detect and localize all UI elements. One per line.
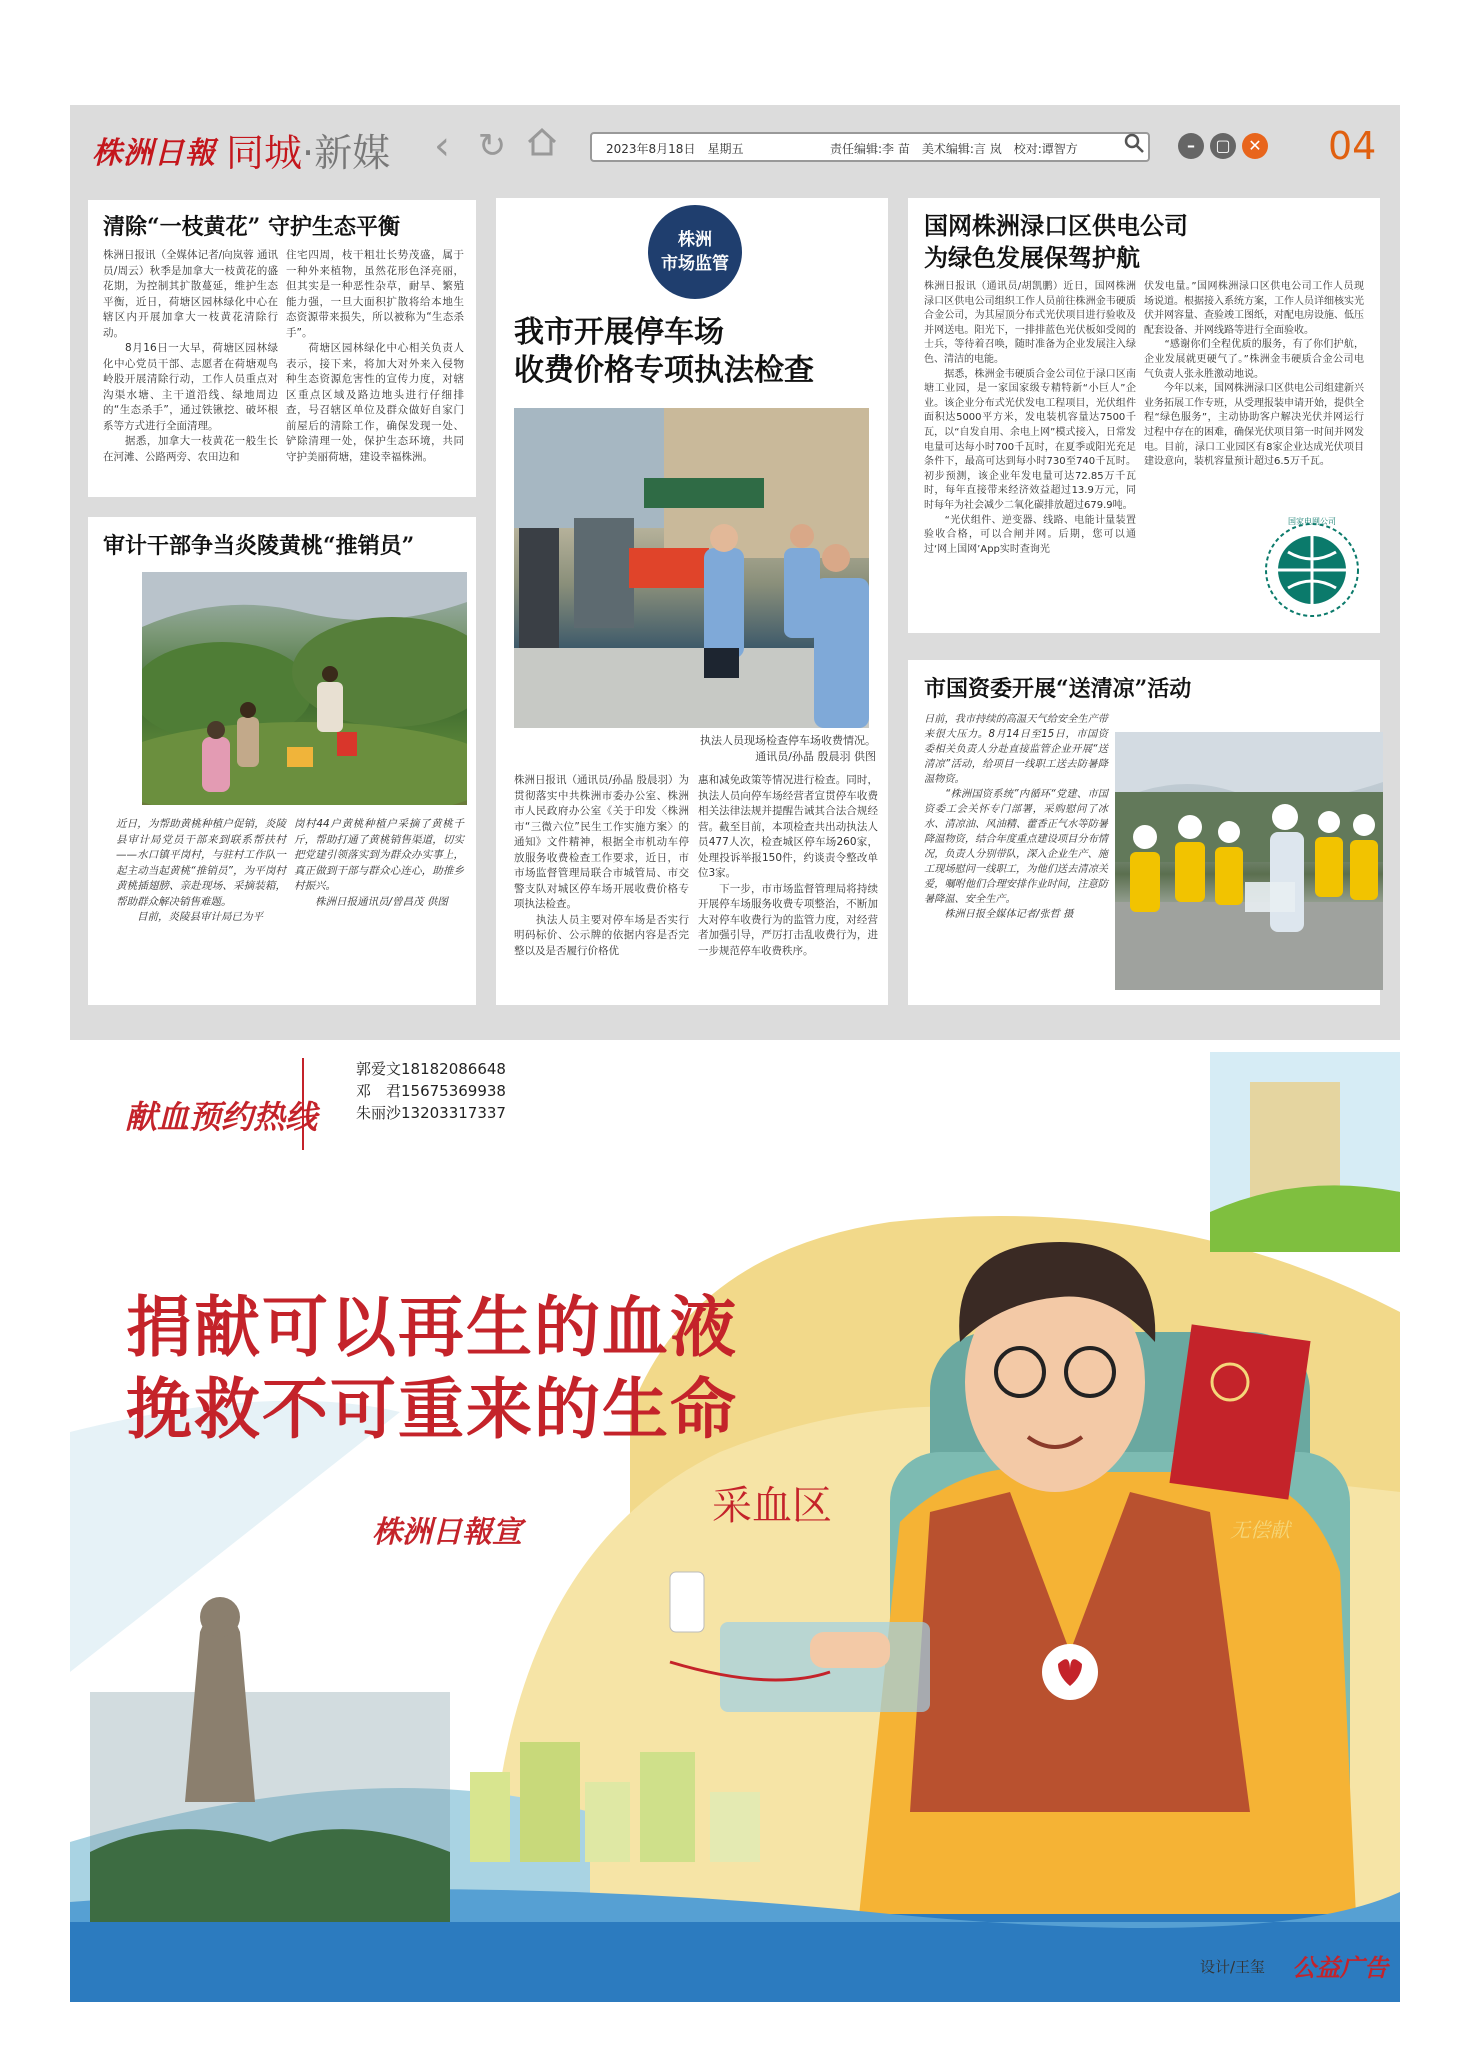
phone-1[interactable]: 郭爱文18182086648	[356, 1060, 506, 1078]
badge-line1: 株洲	[678, 230, 712, 250]
back-icon[interactable]: ‹	[434, 123, 450, 169]
photo-caption	[606, 733, 876, 765]
article-3-body-left: 株洲日报讯（通讯员/孙晶 殷晨羽）为贯彻落实中共株洲市委办公室、株洲市人民政府办公室《关于印发〈株洲市“三微六位”民生工作实施方案〉的通知》文件精神，根据全市机动车停放服务收费检查工作要求，近日，市市场监督管理局联合市城管局、市交警支队对城区停车场开展收费价格专项执法检查。 执法人员主要对停车场是否实行明码标价、公示牌的依据内容是否完整以及是否履行价格优	[514, 774, 689, 957]
state-grid-logo-text: 国家电网公司	[1288, 517, 1336, 526]
maximize-icon[interactable]: ▢	[1210, 133, 1236, 159]
article-1-body-right: 住宅四周，枝干粗壮长势茂盛，属于一种外来植物，虽然花形色泽亮丽，但其实是一种恶性杂草，耐旱、繁殖能力强，一旦大面积扩散将给本地生态资源带来损失，所以被称为“生态杀手”。 荷塘区园林绿化中心相关负责人表示，接下来，将加大对外来入侵物种生态资源危害性的宣传力度，对辖区重点区域及路边地头进行仔细排查，号召辖区单位及群众做好自家门前屋后的清除工作，确保发现一处、铲除清理一处，保护生态环境，共同守护美丽荷塘，建设幸福株洲。	[286, 249, 464, 463]
article-card-4[interactable]	[908, 198, 1380, 633]
market-supervision-badge	[648, 205, 742, 299]
search-icon[interactable]	[1117, 132, 1150, 162]
article-card-1[interactable]	[88, 200, 476, 497]
phone-2[interactable]: 邓 君15675369938	[356, 1082, 506, 1100]
peach-picking-photo[interactable]	[142, 572, 467, 805]
section-brand	[226, 122, 390, 177]
parking-inspection-photo[interactable]	[514, 408, 869, 728]
article-4-body-left: 株洲日报讯（通讯员/胡凯鹏）近日，国网株洲渌口区供电公司组织工作人员前往株洲金韦硬质合金公司，为其屋顶分布式光伏项目进行验收及并网送电。阳光下，一排排蓝色光伏板如受阅的士兵，等待着召唤，随时准备为企业发展注入绿色、清洁的电能。 据悉，株洲金韦硬质合金公司位于渌口区南塘工业园，是一家国家级专精特新“小巨人”企业。该企业分布式光伏发电工程项目，光伏组件面积达5000平方米，发电装机容量达7500千瓦，以“自发自用、余电上网”模式接入，日常发电量可达每小时700千瓦时，在夏季或阳光充足条件下，最高可达到每小时730至740千瓦时。初步预测，该企业年发电量可达72.85万千瓦时，每年直接带来经济效益超过13.9万元，同时每年为社会减少二氧化碳排放超过679.9吨。 “光伏组件、逆变器、线路、电能计量装置验收合格，可以合闸并网。后期，您可以通过‘网上国网’App实时查询光	[924, 281, 1136, 555]
article-4-title-line1: 国网株洲渌口区供电公司	[924, 211, 1188, 240]
brand-dot: ·	[302, 131, 315, 175]
article-4-body-right: 伏发电量。”国网株洲渌口区供电公司工作人员现场说道。根据接入系统方案，工作人员详细核实光伏并网容量、查验竣工图纸，对配电房设施、低压配套设备、并网线路等进行全面验收。 “感谢你们全程优质的服务，有了你们护航，企业发展就更硬气了。”株洲金韦硬质合金公司电气负责人张永胜激动地说。 今年以来，国网株洲渌口区供电公司组建新兴业务拓展工作专班，从受理报装申请开始，提供全程“绿色服务”，主动协助客户解决光伏并网运行过程中存在的困难，确保光伏项目第一时间并网发电。目前，渌口工业园区有8家企业达成光伏项目建设意向，装机容量预计超过6.5万千瓦。	[1144, 281, 1364, 468]
close-icon[interactable]: ✕	[1242, 133, 1268, 159]
minimize-icon[interactable]: –	[1178, 133, 1204, 159]
ad-slogan-line1: 捐献可以再生的血液	[126, 1289, 738, 1366]
article-3-title	[514, 314, 814, 390]
article-5-body: 日前，我市持续的高温天气给安全生产带来很大压力。8月14日至15日，市国资委相关负责人分赴直接监管企业开展“送清凉”活动，给项目一线职工送去防暑降温物资。 “株洲国资系统”内循环“党建、市国资委工会关怀专门部署，采购慰问了冰水、清凉油、风油精、藿香正气水等防暑降温物资，结合年度重点建设项目分布情况，负责人分别带队，深入企业生产、施工现场慰问一线职工，为他们送去清凉关爱，嘱咐他们合理安排作业时间，注意防暑降温、安全生产。 株洲日报全媒体记者/张哲 摄	[924, 714, 1108, 920]
caption-line2: 通讯员/孙晶 殷晨羽 供图	[755, 750, 876, 763]
article-2-body-left: 近日，为帮助黄桃种植户促销，炎陵县审计局党员干部来到联系帮扶村——水口镇平岗村，与驻村工作队一起主动当起黄桃“推销员”，为平岗村黄桃插翅膀、亲赴现场、采摘装箱，帮助群众解决销售难题。 目前，炎陵县审计局已为平	[116, 818, 286, 923]
caption-line1: 执法人员现场检查停车场收费情况。	[700, 734, 876, 747]
home-icon[interactable]	[520, 124, 564, 168]
refresh-icon[interactable]: ↻	[477, 126, 507, 166]
badge-line2: 市场监管	[661, 254, 729, 274]
brand-b: 新媒	[314, 131, 391, 175]
collection-area-sign: 采血区	[712, 1483, 832, 1529]
phone-3[interactable]: 朱丽沙13203317337	[356, 1104, 506, 1122]
editor-credits: 责任编辑:李 苗 美术编辑:言 岚 校对:谭智方	[830, 142, 1078, 156]
ad-slogan-line2: 挽救不可重来的生命	[126, 1371, 738, 1448]
article-1-body-left: 株洲日报讯（全媒体记者/向岚蓉 通讯员/周云）秋季是加拿大一枝黄花的盛花期，为控制其扩散蔓延，维护生态平衡，近日，荷塘区园林绿化中心在辖区内开展加拿大一枝黄花清除行动。 8月16日一大早，荷塘区园林绿化中心党员干部、志愿者在荷塘观鸟岭股开展清除行动，工作人员重点对沟渠水塘、主干道沿线、绿地周边的“生态杀手”，通过铁锹挖、破坏根系等方式进行全面清理。 据悉，加拿大一枝黄花一般生长在河滩、公路两旁、农田边和	[103, 249, 278, 463]
page-number: 04	[1328, 124, 1377, 168]
article-3-title-line2: 收费价格专项执法检查	[514, 353, 814, 388]
newspaper-logo: 株洲日報	[92, 136, 216, 171]
hotline-phones	[356, 1058, 506, 1124]
state-grid-logo	[1258, 516, 1366, 624]
article-2-title: 审计干部争当炎陵黄桃“推销员”	[103, 533, 415, 559]
issue-date: 2023年8月18日 星期五	[606, 142, 744, 156]
ad-slogan	[126, 1287, 738, 1451]
article-5-title: 市国资委开展“送清凉”活动	[924, 676, 1192, 702]
donation-card-text: 无偿献	[1230, 1518, 1290, 1542]
public-ad-tag: 公益广告	[1292, 1954, 1388, 1982]
article-3-title-line1: 我市开展停车场	[514, 315, 724, 350]
blood-donation-ad[interactable]	[70, 1052, 1400, 2002]
hotline-label: 献血预约热线	[125, 1098, 318, 1136]
article-3-body-right: 惠和减免政策等情况进行检查。同时，执法人员向停车场经营者宣贯停车收费相关法律法规并提醒告诫其合法合规经营。截至目前，本项检查共出动执法人员477人次，检查城区停车场260家，处理投诉举报150件，约谈责令整改单位3家。 下一步，市市场监督管理局将持续开展停车场服务收费专项整治，不断加大对停车收费行为的监管力度，对经营者加强引导，严厉打击乱收费行为，进一步规范停车收费秩序。	[698, 774, 878, 957]
article-4-title-line2: 为绿色发展保驾护航	[924, 243, 1140, 272]
brand-a: 同城	[226, 131, 303, 175]
ad-sign: 株洲日報宣	[372, 1515, 522, 1550]
cool-delivery-photo[interactable]	[1115, 732, 1383, 990]
article-2-body-right: 岗村44户黄桃种植户采摘了黄桃千斤，帮助打通了黄桃销售渠道，切实把党建引领落实到为群众办实事上，真正做到干部与群众心连心，助推乡村振兴。 株洲日报通讯员/曾昌茂 供图	[294, 818, 464, 908]
article-4-title	[924, 210, 1188, 274]
issue-info-bar[interactable]	[590, 132, 1150, 162]
designer-credit: 设计/王玺	[1200, 1958, 1266, 1976]
article-1-title: 清除“一枝黄花” 守护生态平衡	[103, 214, 400, 240]
